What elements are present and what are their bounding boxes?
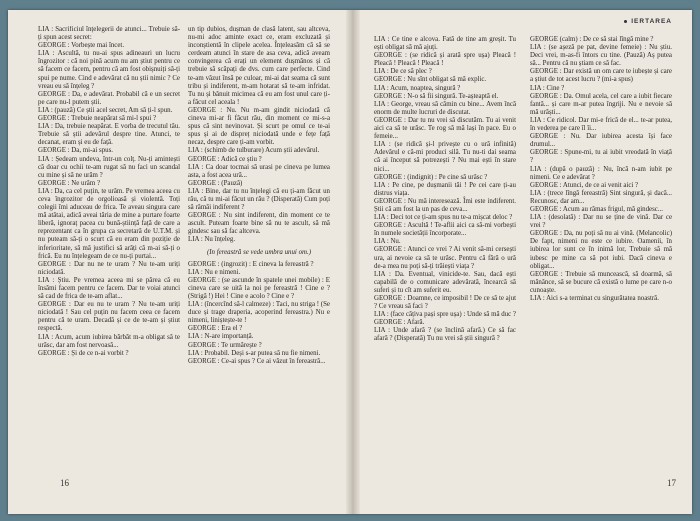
dialogue-line: LIA : Da, ca cel puțin, te urăm. Pe vremea aceea cu ceva îngrozitor de orgolioasă și violentă. Toți colegii îmi aduceau de frica. Te aveau singura care mă atâtai, adică aveai tăria de mine a purtare foarte liberă, ignoraț pacea cu bună-știință față de care a reprezentant ca în grupa ca secretară de U.T.M. și nu puteam să-ți o scurt că eu eram din poziție de inferioritate, să mă justifici să arăți că m-ai să-ți o frică. Eu nu înțelegeam de ce nu-ți purtai... — [38, 187, 180, 260]
right-page-column-1 — [374, 36, 516, 444]
dialogue-line: LIA : Probabil. Deși s-ar putea să nu fie nimeni. — [188, 349, 321, 357]
dialogue-line: LIA : (trece lîngă fereastră) Sint singură, și dacă... Recunosc, dar am... — [530, 189, 672, 205]
dialogue-line: LIA : (se ridică și-l privește cu o ură infinită) Adevărul e că-mi produci silă. Tu nu-ti dai seama că ai început să potrezești ? Nu mai ești în stare nici... — [374, 141, 516, 173]
dialogue-line: LIA : Sacrificiul înțelegerii de atunci... Trebuie să-ți spun acest secret: — [38, 26, 180, 42]
dialogue-line: LIA : Ca doar tocmai să urasi pe cineva pe lumea asta, a fost acea ură... — [188, 163, 330, 179]
dialogue-line: GEORGE : Doamne, ce imposibil ! De ce să te ajut ? Ce vreau să faci ? — [374, 295, 516, 311]
dialogue-line: GEORGE : Dar există un om care te iubește și care a știut de tot acest lucru ? (mi-a spus) — [530, 68, 672, 84]
dialogue-line: LIA : Da, trebuie neapărat. E vorba de trecutul tău. Trebuie să știi adevărul despre tine. Atunci, te decanat, eram și eu de față. — [38, 123, 180, 147]
dialogue-line: LIA : Pe cine, pe dușmanii tăi ! Pe cei care ți-au distrus viața. — [374, 181, 516, 197]
stage-direction: (In fereastră se vede umbra unui om.) — [206, 248, 312, 256]
dialogue-line: GEORGE : Trebuie să muncească, să doarmă, să mănânce, să se bucure că există o lume pe care n-o cunoaște. — [530, 270, 672, 294]
dialogue-line: GEORGE : (ingrozit) : E cineva la fereastră ? — [188, 260, 314, 268]
dialogue-line: GEORGE : Nu mă interesează. Îmi este indiferent. Știi că am fost la un pas de ceva... — [374, 197, 516, 213]
right-page-columns — [374, 36, 672, 444]
dialogue-line: GEORGE : Ascultă ! Te-aflii aici ca să-mi vorbești în numele societății încorporate... — [374, 222, 516, 238]
dialogue-line: GEORGE : Atunci ce vrei ? Ai venit să-mi cersești ura, ai nevoie ca să te urăsc. Pentru că fără o ură de-a mea nu poți să-ți trăiești viața ? — [374, 246, 516, 270]
dialogue-line: LIA : George, vreau să cămin cu bine... Avem încă enorm de multe lucruri de discutat. — [374, 100, 516, 116]
dialogue-line: GEORGE : Da, mi-ai spus. — [38, 147, 114, 155]
dialogue-line: GEORGE : Nu sint indiferent, din moment ce te ascult. Puteam foarte bine să nu te ascult, să mă gindesc sau să fac altceva. — [188, 212, 330, 236]
dialogue-line: LIA : (pauză) Ce știi acel secret, Am să ți-l spun. — [38, 106, 173, 114]
dialogue-line: LIA : Acum, noaptea, singură ? — [374, 84, 461, 92]
dialogue-line: LIA : Deci tot ce ți-am spus nu te-a mișcat deloc ? — [374, 214, 513, 222]
dialogue-line: GEORGE : (Pauză) — [188, 179, 243, 187]
dialogue-line: GEORGE : Nu. Nu m-am gindit niciodată că cineva mi-ar fi făcut rău, din moment ce mi-s-a spus că sint nevinovat. Și scurt pe omul ce te-ai spus și ai de dispreț niciodată unde e fețe față necaz, despre care ți-am vorbit. — [188, 106, 330, 147]
dialogue-line: LIA : Acum, acum iubirea bărbăt m-a obligat să te urăsc, dar am fost nervoasă... — [38, 333, 180, 349]
dialogue-line: LIA : Ascultă, tu nu-ai spus adineauri un lucru îngrozitor : că noi pină acum nu am știut pentru ce să facem ce facem, pentru că am fost obișnuiți să-ți spui pe nume. Cind e adevărat că nu știi nimic ? Ce vreau eu să înțeleg ? — [38, 50, 180, 90]
page-number-right: 17 — [667, 478, 676, 488]
dialogue-line: GEORGE : Te urmărește ? — [188, 341, 262, 349]
left-page-column-1 — [38, 26, 180, 444]
dialogue-line: LIA : Bine, dar tu nu înțelegi că eu ți-am făcut un rău, că tu mi-ai făcut un rău ? (Disperată) Cum poți să rămâi indiferent ? — [188, 187, 330, 212]
dialogue-line: GEORGE : Adică ce știu ? — [188, 155, 262, 163]
left-page — [8, 10, 346, 514]
dialogue-line: GEORGE : Vorbește mai încet. — [38, 42, 125, 50]
dialogue-line: GEORGE : Ne urăm ? — [38, 179, 100, 187]
dialogue-line: GEORGE : Dar tu nu vrei să discutăm. Tu ai venit aici ca să te urăsc. Te rog să mă lași în pace. Eu o femeie... — [374, 116, 516, 141]
dialogue-line: GEORGE : Spune-mi, tu ai iubit vreodată în viață ? — [530, 149, 672, 165]
dialogue-line: LIA : (schimb de tulburare) Acum știi adevărul. — [188, 147, 320, 155]
dialogue-line: GEORGE : N-o să fii singură. Te-așteaptă el. — [374, 92, 499, 100]
dialogue-line: GEORGE (calm) : De ce să stai lîngă mine ? — [530, 36, 654, 43]
dialogue-line: LIA : (încercînd să-l calmeze) : Taci, nu striga ! (Se duce și trage draperia, acoperind fereastra.) Nu e nimeni, liniștește-te ! — [188, 301, 330, 325]
dialogue-line: GEORGE : Da. Omul acela, cel care a iubit fiecare fantă... și care m-ar putea îngriji. Nu e nevoie să mă urăști... — [530, 92, 672, 116]
page-number-left: 16 — [60, 478, 69, 488]
dialogue-line: un tip dubios, dușman de clasă latent, sau altceva, nu-mi adoc aminte exact ce, eram excluzată și inconștientă în clipele acelea. Înțeleasăm că să se cerdeam atunci în stare de asa ceva, adică aveam convingerea că erați un element dușmănos și că trebuie să scăpați de dvs. cum care perfecte. Cind te-am văzut însă pe culoar, mi-ai dat seama că sunt tribu și indiferent, m-am hotarat să te-am infridat. Tu nu și bănuit micimea că eu am fost unul care ți-a făcut cel aceala ! — [188, 26, 330, 106]
dialogue-line: LIA : (se așeză pe pat, devine femeie) : Nu știu. Deci vrei, m-as-fi întors cu tine. (Pauză) Aș putea să... Pentru că nu știam ce să fac. — [530, 44, 672, 68]
dialogue-line: LIA : Ce ridicol. Dar mi-e frică de el... te-ar putea, în vederea pe care îl îi... — [530, 116, 672, 133]
dialogue-line: LIA : Aici s-a terminat cu singurătatea noastră. — [530, 295, 659, 302]
dialogue-line: GEORGE : Da, nu poți să nu ai vină. (Melancolic) De fapt, nimeni nu este ce iubire. Oamenii, în iubirea lor sunt ce în inimă lor, Trebuie să mă iubesc pe mine ca să pot iubi. Dacă cineva e obligat... — [530, 230, 672, 270]
left-page-columns — [38, 26, 330, 444]
dialogue-line: LIA : Ședeam undeva, într-un colț. Nu-ți amintești că doar cu ochii te-am rugat să nu faci un scandal cu mine și să ne urăm ? — [38, 155, 180, 179]
dialogue-line: GEORGE : Era el ? — [188, 325, 243, 333]
dialogue-line: LIA : Nu înțeleg. — [188, 236, 236, 244]
dialogue-line: GEORGE : Dar eu nu te uram ? Nu te-am uriți niciodată ! Sau cel puțin nu facem ceea ce facem pentru că te uram. Decadă și ce de te-am și știut respectă. — [38, 301, 180, 333]
running-header-title: IERTAREA — [631, 18, 672, 25]
dialogue-line: GEORGE : (indignit) : Pe cine să urăsc ? — [374, 173, 488, 181]
dialogue-line: LIA : Nu e nimeni. — [188, 268, 241, 276]
book-gutter — [346, 10, 360, 514]
dialogue-line: GEORGE : Da, e adevărat. Probabil că e un secret pe care nu-l putem știi. — [38, 90, 180, 106]
dialogue-line: GEORGE : Nu. Dar iubirea acesta își face drumul... — [530, 133, 672, 149]
dialogue-line: GEORGE : (se ridică și arată spre ușa) Pleacă ! Pleacă ! Pleacă ! Pleacă ! — [374, 52, 516, 68]
dialogue-line: LIA : Cine ? — [530, 84, 565, 92]
left-page-column-2 — [188, 26, 330, 444]
dialogue-line: GEORGE : Trebuie neapărat să mi-l spui ? — [38, 115, 157, 123]
dialogue-line: LIA : N-are importanță. — [188, 333, 254, 341]
dialogue-line: GEORGE : Dar nu ne te uram ? Nu te-am uriți niciodată. — [38, 260, 180, 276]
dialogue-line: GEORGE : Și de ce n-ai vorbit ? — [38, 349, 129, 357]
book-spread — [8, 10, 692, 514]
right-page-column-2 — [530, 36, 672, 444]
dialogue-line: LIA : Ce tine e alcova. Fată de tine am greșit. Tu ești obligat să mă ajuți. — [374, 36, 516, 52]
dialogue-line: GEORGE : Ce-ai spus ? Ce ai văzut în fereastră... — [188, 357, 326, 365]
dialogue-line: GEORGE : (se ascunde în spatele unei mobile) : E cineva care se uită la noi pe fereastră ! Cine e ? (Strigă !) Hei ! Cine e acolo ? Cine e ? — [188, 276, 330, 300]
dialogue-line: LIA : (desolată) : Dar nu se ține de vină. Dar ce vrei ? — [530, 214, 672, 230]
dialogue-line: LIA : De ce să plec ? — [374, 68, 432, 76]
running-header — [624, 18, 672, 25]
dialogue-line: LIA : (face câțiva pași spre ușa) : Unde să mă duc ? — [374, 311, 516, 319]
dialogue-line: LIA : Știu. Pe vremea aceea mi se părea că eu însămi facem pentru ce facem. Dar te voiai atunci să cad de frica de te-am aflat... — [38, 276, 180, 301]
dialogue-line: LIA : (după o pauză) : Nu, încă n-am iubit pe nimeni. Ce e adevărat ? — [530, 165, 672, 181]
dialogue-line: GEORGE : Nu sînt obligat să mă explic. — [374, 76, 487, 84]
dialogue-line: GEORGE : Afară. — [374, 319, 425, 327]
dialogue-line: LIA : Nu. — [374, 238, 401, 246]
dialogue-line: GEORGE : Acum au rămas frigul, mă gindesc... — [530, 205, 663, 213]
bullet-icon — [624, 20, 627, 23]
right-page — [360, 10, 692, 514]
dialogue-line: LIA : Unde afară ? (se înclină afară.) Ce să fac afară ? (Disperată) Tu nu vrei să știi singură ? — [374, 327, 516, 343]
dialogue-line: GEORGE : Atunci, de ce ai venit aici ? — [530, 181, 639, 189]
dialogue-line: LIA : Da. Eventual, vinicide-te. Sau, dacă ești capabilă de o comunicare adevărată, încearcă să suferi și tu cît am suferit eu. — [374, 270, 516, 294]
